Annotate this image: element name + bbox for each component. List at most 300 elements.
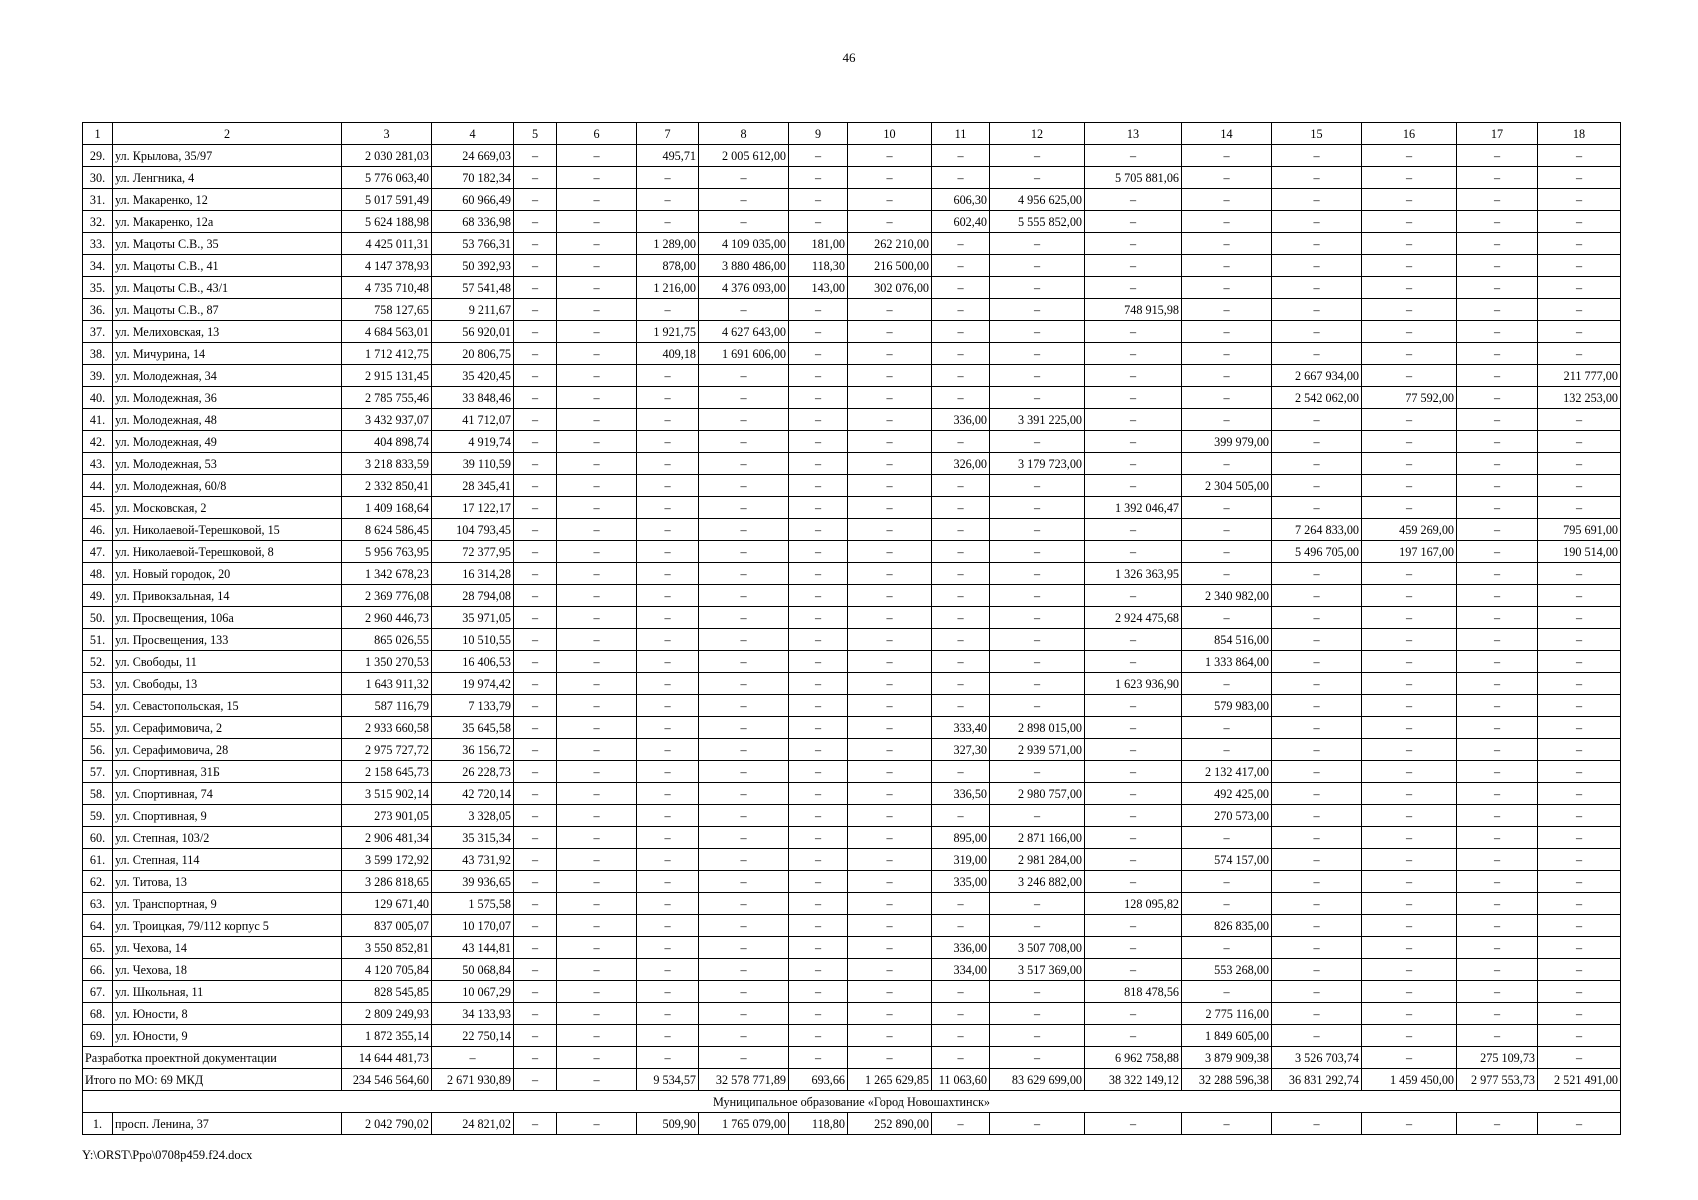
value-cell: – — [1457, 893, 1538, 915]
value-cell: 336,50 — [932, 783, 990, 805]
address-cell: ул. Севастопольская, 15 — [113, 695, 342, 717]
value-cell: – — [1272, 233, 1362, 255]
row-number: 51. — [83, 629, 113, 651]
value-cell: 262 210,00 — [848, 233, 932, 255]
table-row — [83, 915, 1621, 937]
value-cell: – — [990, 277, 1085, 299]
row-number: 36. — [83, 299, 113, 321]
row-number: 34. — [83, 255, 113, 277]
value-cell: – — [848, 519, 932, 541]
table-row — [83, 871, 1621, 893]
value-cell: – — [1085, 1113, 1182, 1135]
value-cell: – — [789, 607, 848, 629]
value-cell: – — [699, 431, 789, 453]
value-cell: – — [932, 255, 990, 277]
value-cell: – — [1362, 761, 1457, 783]
value-cell: – — [932, 1113, 990, 1135]
value-cell: 2 542 062,00 — [1272, 387, 1362, 409]
table-row — [83, 211, 1621, 233]
address-cell: ул. Школьная, 11 — [113, 981, 342, 1003]
value-cell: – — [514, 1003, 557, 1025]
value-cell: – — [789, 475, 848, 497]
value-cell: – — [990, 1047, 1085, 1069]
column-header: 5 — [514, 123, 557, 145]
value-cell: – — [557, 717, 637, 739]
value-cell: 509,90 — [637, 1113, 699, 1135]
address-cell: ул. Молодежная, 60/8 — [113, 475, 342, 497]
value-cell: – — [932, 277, 990, 299]
value-cell: – — [1362, 893, 1457, 915]
value-cell: – — [932, 563, 990, 585]
value-cell: – — [1362, 805, 1457, 827]
value-cell: – — [1362, 233, 1457, 255]
value-cell: – — [932, 695, 990, 717]
value-cell: – — [1538, 409, 1621, 431]
value-cell: – — [1538, 783, 1621, 805]
value-cell: – — [557, 915, 637, 937]
address-cell: ул. Новый городок, 20 — [113, 563, 342, 585]
value-cell: – — [514, 629, 557, 651]
value-cell: – — [1538, 1047, 1621, 1069]
value-cell: – — [932, 651, 990, 673]
value-cell: – — [699, 651, 789, 673]
address-cell: ул. Чехова, 14 — [113, 937, 342, 959]
value-cell: – — [699, 783, 789, 805]
value-cell: – — [557, 365, 637, 387]
value-cell: – — [1457, 585, 1538, 607]
value-cell: – — [990, 497, 1085, 519]
value-cell: – — [848, 453, 932, 475]
value-cell: – — [699, 871, 789, 893]
value-cell: – — [932, 145, 990, 167]
row-number: 44. — [83, 475, 113, 497]
value-cell: 7 264 833,00 — [1272, 519, 1362, 541]
row-number: 58. — [83, 783, 113, 805]
row-number: 31. — [83, 189, 113, 211]
table-row — [83, 255, 1621, 277]
value-cell: – — [789, 321, 848, 343]
value-cell: – — [1457, 651, 1538, 673]
value-cell: – — [1085, 783, 1182, 805]
value-cell: – — [932, 431, 990, 453]
value-cell: – — [557, 1003, 637, 1025]
row-number: 42. — [83, 431, 113, 453]
value-cell: – — [637, 761, 699, 783]
value-cell: – — [1085, 629, 1182, 651]
column-header: 9 — [789, 123, 848, 145]
value-cell: 3 526 703,74 — [1272, 1047, 1362, 1069]
value-cell: – — [789, 651, 848, 673]
value-cell: – — [637, 937, 699, 959]
row-number: 46. — [83, 519, 113, 541]
value-cell: – — [789, 497, 848, 519]
value-cell: – — [789, 211, 848, 233]
value-cell: – — [557, 211, 637, 233]
value-cell: – — [1272, 585, 1362, 607]
table-row — [83, 673, 1621, 695]
value-cell: – — [1538, 431, 1621, 453]
value-cell: – — [848, 387, 932, 409]
value-cell: – — [1538, 1003, 1621, 1025]
value-cell: 16 406,53 — [432, 651, 514, 673]
value-cell: – — [514, 981, 557, 1003]
value-cell: – — [514, 761, 557, 783]
value-cell: 20 806,75 — [432, 343, 514, 365]
value-cell: 129 671,40 — [342, 893, 432, 915]
value-cell: – — [699, 739, 789, 761]
value-cell: – — [789, 387, 848, 409]
address-cell: ул. Степная, 114 — [113, 849, 342, 871]
value-cell: 574 157,00 — [1182, 849, 1272, 871]
value-cell: – — [1085, 827, 1182, 849]
value-cell: 495,71 — [637, 145, 699, 167]
value-cell: 333,40 — [932, 717, 990, 739]
value-cell: – — [1085, 431, 1182, 453]
value-cell: – — [1362, 651, 1457, 673]
table-row — [83, 1025, 1621, 1047]
value-cell: 2 775 116,00 — [1182, 1003, 1272, 1025]
column-number-header-row — [83, 123, 1621, 145]
row-number: 57. — [83, 761, 113, 783]
table-row — [83, 959, 1621, 981]
value-cell: – — [990, 343, 1085, 365]
row-number: 38. — [83, 343, 113, 365]
value-cell: – — [990, 805, 1085, 827]
value-cell: – — [637, 981, 699, 1003]
value-cell: – — [699, 915, 789, 937]
value-cell: – — [932, 673, 990, 695]
table-row — [83, 431, 1621, 453]
value-cell: – — [637, 629, 699, 651]
value-cell: – — [1272, 805, 1362, 827]
value-cell: – — [932, 1025, 990, 1047]
value-cell: 795 691,00 — [1538, 519, 1621, 541]
value-cell: – — [789, 893, 848, 915]
address-cell: ул. Свободы, 11 — [113, 651, 342, 673]
value-cell: – — [557, 1113, 637, 1135]
value-cell: – — [1457, 761, 1538, 783]
value-cell: – — [637, 673, 699, 695]
value-cell: – — [1272, 255, 1362, 277]
value-cell: – — [557, 167, 637, 189]
value-cell: – — [990, 365, 1085, 387]
value-cell: 28 345,41 — [432, 475, 514, 497]
value-cell: 2 042 790,02 — [342, 1113, 432, 1135]
value-cell: – — [848, 321, 932, 343]
value-cell: – — [1182, 827, 1272, 849]
value-cell: 837 005,07 — [342, 915, 432, 937]
value-cell: – — [1362, 1003, 1457, 1025]
value-cell: – — [1182, 937, 1272, 959]
value-cell: – — [990, 629, 1085, 651]
value-cell: – — [514, 871, 557, 893]
address-cell: ул. Мацоты С.В., 87 — [113, 299, 342, 321]
value-cell: – — [557, 585, 637, 607]
address-cell: ул. Ленгника, 4 — [113, 167, 342, 189]
value-cell: – — [514, 651, 557, 673]
value-cell: – — [789, 167, 848, 189]
value-cell: – — [789, 695, 848, 717]
value-cell: – — [1457, 937, 1538, 959]
value-cell: – — [699, 1047, 789, 1069]
value-cell: – — [637, 211, 699, 233]
address-cell: ул. Макаренко, 12 — [113, 189, 342, 211]
value-cell: – — [557, 497, 637, 519]
value-cell: 606,30 — [932, 189, 990, 211]
value-cell: 336,00 — [932, 937, 990, 959]
value-cell: – — [1085, 541, 1182, 563]
value-cell: – — [1538, 475, 1621, 497]
value-cell: – — [514, 233, 557, 255]
value-cell: – — [557, 673, 637, 695]
value-cell: 1 350 270,53 — [342, 651, 432, 673]
row-number: 29. — [83, 145, 113, 167]
value-cell: – — [514, 497, 557, 519]
value-cell: – — [789, 1003, 848, 1025]
value-cell: – — [789, 959, 848, 981]
value-cell: – — [1538, 959, 1621, 981]
value-cell: – — [848, 849, 932, 871]
value-cell: 104 793,45 — [432, 519, 514, 541]
value-cell: 1 575,58 — [432, 893, 514, 915]
value-cell: 2 980 757,00 — [990, 783, 1085, 805]
value-cell: – — [699, 497, 789, 519]
value-cell: – — [789, 431, 848, 453]
value-cell: – — [990, 981, 1085, 1003]
value-cell: – — [848, 827, 932, 849]
value-cell: – — [557, 959, 637, 981]
value-cell: – — [1538, 233, 1621, 255]
value-cell: – — [789, 673, 848, 695]
value-cell: – — [1182, 189, 1272, 211]
table-row — [83, 167, 1621, 189]
value-cell: – — [557, 409, 637, 431]
value-cell: – — [514, 211, 557, 233]
value-cell: – — [932, 805, 990, 827]
value-cell: – — [990, 255, 1085, 277]
value-cell: – — [1538, 211, 1621, 233]
value-cell: – — [932, 519, 990, 541]
value-cell: – — [1085, 739, 1182, 761]
value-cell: – — [1457, 277, 1538, 299]
value-cell: – — [637, 695, 699, 717]
table-row — [83, 739, 1621, 761]
value-cell: – — [1272, 1025, 1362, 1047]
value-cell: – — [932, 981, 990, 1003]
value-cell: – — [1457, 695, 1538, 717]
value-cell: – — [1182, 893, 1272, 915]
table-row — [83, 1113, 1621, 1135]
value-cell: – — [514, 937, 557, 959]
value-cell: 211 777,00 — [1538, 365, 1621, 387]
design-documentation-row-label: Разработка проектной документации — [83, 1047, 342, 1069]
value-cell: 4 147 378,93 — [342, 255, 432, 277]
value-cell: – — [789, 981, 848, 1003]
value-cell: 252 890,00 — [848, 1113, 932, 1135]
value-cell: – — [1272, 827, 1362, 849]
value-cell: – — [848, 915, 932, 937]
value-cell: – — [637, 1025, 699, 1047]
value-cell: – — [699, 607, 789, 629]
value-cell: – — [1272, 343, 1362, 365]
value-cell: – — [990, 893, 1085, 915]
address-cell: ул. Спортивная, 74 — [113, 783, 342, 805]
value-cell: – — [699, 541, 789, 563]
value-cell: 4 684 563,01 — [342, 321, 432, 343]
value-cell: – — [1538, 673, 1621, 695]
value-cell: – — [1085, 343, 1182, 365]
value-cell: – — [1457, 541, 1538, 563]
value-cell: – — [1457, 453, 1538, 475]
column-header: 1 — [83, 123, 113, 145]
value-cell: 17 122,17 — [432, 497, 514, 519]
row-number: 69. — [83, 1025, 113, 1047]
value-cell: 4 735 710,48 — [342, 277, 432, 299]
table-row — [83, 893, 1621, 915]
value-cell: – — [557, 937, 637, 959]
column-header: 8 — [699, 123, 789, 145]
value-cell: 758 127,65 — [342, 299, 432, 321]
value-cell: – — [1182, 211, 1272, 233]
value-cell: 319,00 — [932, 849, 990, 871]
value-cell: – — [1182, 541, 1272, 563]
value-cell: – — [990, 695, 1085, 717]
value-cell: – — [1362, 145, 1457, 167]
value-cell: – — [1538, 497, 1621, 519]
value-cell: 579 983,00 — [1182, 695, 1272, 717]
value-cell: 1 216,00 — [637, 277, 699, 299]
value-cell: – — [1457, 475, 1538, 497]
value-cell: – — [1272, 783, 1362, 805]
value-cell: – — [1362, 497, 1457, 519]
value-cell: – — [1457, 409, 1538, 431]
column-header: 18 — [1538, 123, 1621, 145]
address-cell: ул. Молодежная, 36 — [113, 387, 342, 409]
address-cell: ул. Молодежная, 49 — [113, 431, 342, 453]
value-cell: – — [1085, 1003, 1182, 1025]
value-cell: 9 534,57 — [637, 1069, 699, 1091]
value-cell: 273 901,05 — [342, 805, 432, 827]
value-cell: 197 167,00 — [1362, 541, 1457, 563]
value-cell: 748 915,98 — [1085, 299, 1182, 321]
value-cell: – — [789, 453, 848, 475]
value-cell: – — [637, 783, 699, 805]
value-cell: – — [990, 1003, 1085, 1025]
table-row — [83, 541, 1621, 563]
value-cell: – — [557, 849, 637, 871]
row-number: 35. — [83, 277, 113, 299]
value-cell: 2 809 249,93 — [342, 1003, 432, 1025]
value-cell: 42 720,14 — [432, 783, 514, 805]
value-cell: – — [1538, 321, 1621, 343]
value-cell: – — [637, 497, 699, 519]
value-cell: – — [1538, 761, 1621, 783]
value-cell: 2 939 571,00 — [990, 739, 1085, 761]
value-cell: – — [1182, 607, 1272, 629]
value-cell: – — [557, 145, 637, 167]
value-cell: 1 289,00 — [637, 233, 699, 255]
row-number: 32. — [83, 211, 113, 233]
table-row — [83, 981, 1621, 1003]
value-cell: – — [1538, 563, 1621, 585]
value-cell: – — [1457, 871, 1538, 893]
value-cell: 1 765 079,00 — [699, 1113, 789, 1135]
value-cell: – — [557, 299, 637, 321]
value-cell: – — [990, 145, 1085, 167]
value-cell: – — [1538, 277, 1621, 299]
value-cell: – — [789, 871, 848, 893]
total-row-label: Итого по МО: 69 МКД — [83, 1069, 342, 1091]
value-cell: – — [990, 915, 1085, 937]
row-number: 43. — [83, 453, 113, 475]
value-cell: – — [1362, 453, 1457, 475]
value-cell: – — [932, 321, 990, 343]
row-number: 48. — [83, 563, 113, 585]
value-cell: – — [514, 1069, 557, 1091]
value-cell: 3 880 486,00 — [699, 255, 789, 277]
value-cell: – — [932, 387, 990, 409]
value-cell: – — [789, 365, 848, 387]
value-cell: – — [1085, 585, 1182, 607]
value-cell: – — [932, 233, 990, 255]
value-cell: 2 332 850,41 — [342, 475, 432, 497]
value-cell: – — [1085, 277, 1182, 299]
value-cell: – — [1362, 607, 1457, 629]
table-row — [83, 343, 1621, 365]
value-cell: – — [514, 255, 557, 277]
total-row — [83, 1069, 1621, 1091]
table-row — [83, 607, 1621, 629]
value-cell: – — [990, 167, 1085, 189]
value-cell: – — [990, 651, 1085, 673]
value-cell: – — [1538, 145, 1621, 167]
value-cell: – — [514, 409, 557, 431]
value-cell: 32 578 771,89 — [699, 1069, 789, 1091]
value-cell: – — [1272, 453, 1362, 475]
table-row — [83, 497, 1621, 519]
value-cell: 118,30 — [789, 255, 848, 277]
value-cell: – — [1182, 717, 1272, 739]
row-number: 64. — [83, 915, 113, 937]
address-cell: ул. Просвещения, 106а — [113, 607, 342, 629]
value-cell: – — [1538, 607, 1621, 629]
value-cell: – — [514, 893, 557, 915]
address-cell: ул. Троицкая, 79/112 корпус 5 — [113, 915, 342, 937]
value-cell: – — [699, 1003, 789, 1025]
value-cell: – — [848, 1003, 932, 1025]
value-cell: – — [789, 519, 848, 541]
value-cell: – — [789, 629, 848, 651]
value-cell: – — [1182, 453, 1272, 475]
value-cell: – — [990, 563, 1085, 585]
value-cell: 3 286 818,65 — [342, 871, 432, 893]
value-cell: – — [637, 607, 699, 629]
address-cell: ул. Мелиховская, 13 — [113, 321, 342, 343]
value-cell: 818 478,56 — [1085, 981, 1182, 1003]
value-cell: – — [1457, 563, 1538, 585]
column-header: 16 — [1362, 123, 1457, 145]
value-cell: – — [1362, 277, 1457, 299]
value-cell: – — [1085, 695, 1182, 717]
value-cell: – — [699, 805, 789, 827]
row-number: 68. — [83, 1003, 113, 1025]
value-cell: – — [932, 585, 990, 607]
value-cell: 2 158 645,73 — [342, 761, 432, 783]
design-documentation-row — [83, 1047, 1621, 1069]
value-cell: – — [848, 409, 932, 431]
value-cell: 2 977 553,73 — [1457, 1069, 1538, 1091]
value-cell: 22 750,14 — [432, 1025, 514, 1047]
